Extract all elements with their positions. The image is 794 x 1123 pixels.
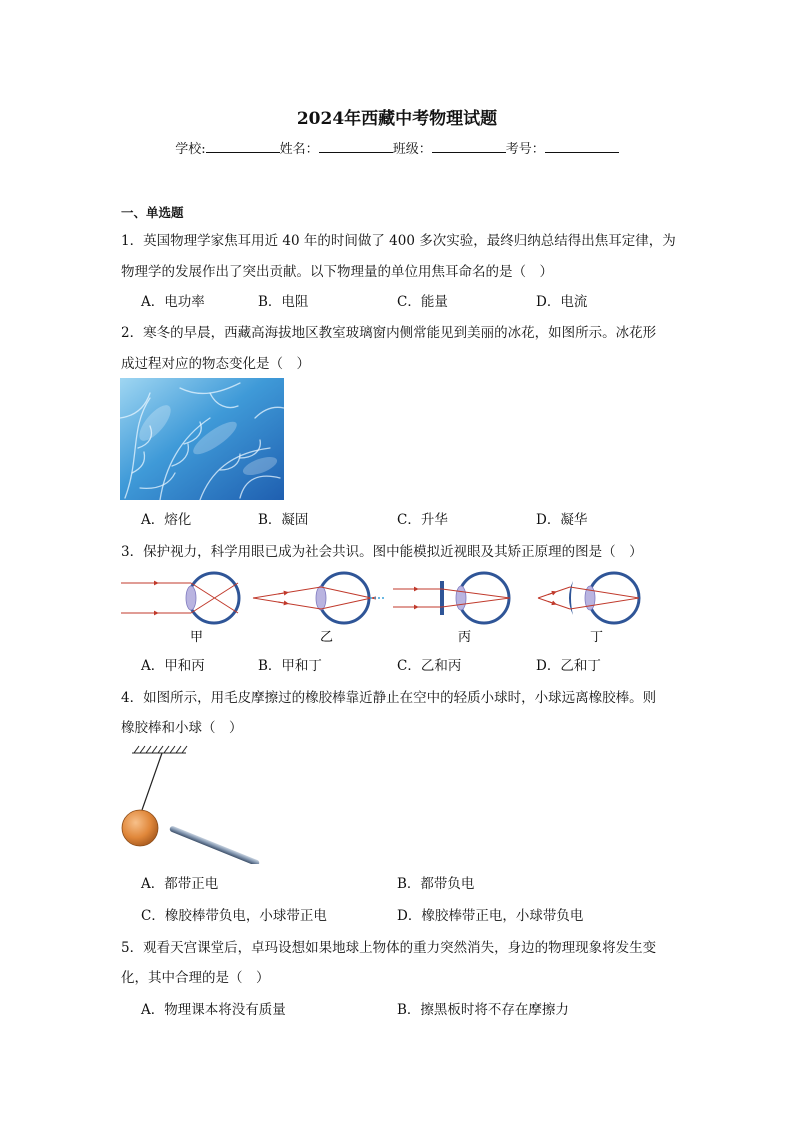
q2-option-d: D．凝华: [536, 512, 588, 528]
q3-stem: 3．保护视力，科学用眼已成为社会共识。图中能模拟近视眼及其矫正原理的图是（ ）: [121, 544, 643, 560]
q5-stem-line1: 5．观看天宫课堂后，卓玛设想如果地球上物体的重力突然消失，身边的物理现象将发生变: [121, 940, 657, 956]
q1-option-a: A．电功率: [141, 294, 205, 310]
q4-stem-line2: 橡胶棒和小球（ ）: [121, 720, 243, 736]
q3-option-c: C．乙和丙: [397, 658, 462, 674]
diagram-label-yi: 乙: [320, 630, 334, 645]
q3-option-d: D．乙和丁: [536, 658, 601, 674]
eye-diagrams: [118, 563, 658, 649]
thread: [142, 753, 162, 810]
q3-option-a: A．甲和丙: [141, 658, 205, 674]
school-blank: [206, 140, 280, 153]
student-info-row: [0, 138, 794, 157]
q4-option-a: A．都带正电: [141, 876, 219, 892]
section-heading: 一、单选题: [121, 205, 184, 220]
name-label: 姓名：: [279, 142, 319, 157]
q1-option-d: D．电流: [536, 294, 588, 310]
school-label: 学校:: [175, 142, 206, 157]
q4-option-c: C．橡胶棒带负电，小球带正电: [141, 908, 327, 924]
q2-option-a: A．熔化: [141, 512, 192, 528]
rubber-rod: [169, 825, 260, 864]
eye-diagram-ding: [538, 573, 639, 645]
exam-no-blank: [545, 140, 619, 153]
eye-diagram-yi: [253, 573, 386, 645]
class-label: 班级：: [392, 142, 432, 157]
exam-no-label: 考号：: [505, 142, 545, 157]
q5-option-a: A．物理课本将没有质量: [141, 1002, 286, 1018]
q4-option-b: B．都带负电: [397, 876, 475, 892]
diagram-label-jia: 甲: [190, 630, 204, 645]
name-blank: [319, 140, 393, 153]
ball-rod-diagram: [118, 740, 268, 864]
q5-stem-line2: 化，其中合理的是（ ）: [121, 970, 270, 986]
q1-option-b: B．电阻: [258, 294, 309, 310]
class-blank: [432, 140, 506, 153]
eye-diagram-jia: [121, 573, 239, 645]
q5-option-b: B．擦黑板时将不存在摩擦力: [397, 1002, 569, 1018]
q2-option-b: B．凝固: [258, 512, 309, 528]
q2-option-c: C．升华: [397, 512, 448, 528]
q4-option-d: D．橡胶棒带正电，小球带负电: [397, 908, 584, 924]
q2-stem-line1: 2．寒冬的早晨，西藏高海拔地区教室玻璃窗内侧常能见到美丽的冰花，如图所示。冰花形: [121, 325, 657, 341]
diagram-label-ding: 丁: [590, 630, 604, 645]
q1-option-c: C．能量: [397, 294, 448, 310]
eye-diagram-bing: [393, 573, 510, 645]
q1-stem-line2: 物理学的发展作出了突出贡献。以下物理量的单位用焦耳命名的是（ ）: [121, 264, 553, 280]
q4-stem-line1: 4．如图所示，用毛皮摩擦过的橡胶棒靠近静止在空中的轻质小球时，小球远离橡胶棒。则: [121, 690, 657, 706]
q2-stem-line2: 成过程对应的物态变化是（ ）: [121, 356, 310, 372]
small-ball: [122, 810, 158, 846]
q1-stem-line1: 1．英国物理学家焦耳用近 40 年的时间做了 400 多次实验，最终归纳总结得出焦耳定律，为: [121, 233, 676, 249]
diagram-label-bing: 丙: [458, 630, 472, 645]
page-title: 2024年西藏中考物理试题: [296, 109, 498, 129]
ceiling-support: [132, 746, 187, 753]
q3-option-b: B．甲和丁: [258, 658, 322, 674]
ice-flower-image: [120, 378, 284, 500]
